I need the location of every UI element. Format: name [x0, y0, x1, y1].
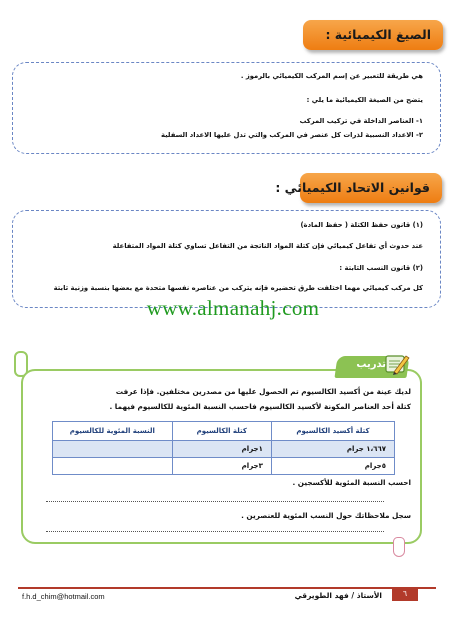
- table-cell: ٥جرام: [271, 458, 394, 475]
- section-header-chemical-formulas: [303, 20, 443, 50]
- table-cell: [53, 458, 173, 475]
- table-header-cell: كتلة أكسيد الكالسيوم: [271, 422, 394, 441]
- table-header-cell: كتلة الكالسيوم: [172, 422, 271, 441]
- law-2-text: كل مركب كيميائي مهما اختلفت طرق تحضيره فإنه يتركب من عناصره نفسها متحدة مع بعضها بنسبة وزنية ثابتة: [53, 284, 423, 292]
- question-1: احسب النسبة المئوية للأكسجين .: [292, 478, 411, 487]
- law-1-title: (١) قانون حفظ الكتلة ( حفظ المادة): [300, 221, 423, 229]
- training-bottom-tab: [393, 537, 405, 557]
- training-badge-label: تدريب: [356, 359, 386, 370]
- section-title: الصيغ الكيميائية :: [325, 27, 431, 42]
- question-2: سجل ملاحظاتك حول النسب المئوية للعنصرين .: [241, 511, 411, 520]
- point-2-text: ٢- الاعداد النسبية لذرات كل عنصر في المركب والتي تدل عليها الاعداد السفلية: [161, 131, 423, 139]
- section-title: قوانين الاتحاد الكيميائي :: [275, 180, 430, 195]
- table-row: [53, 458, 395, 475]
- law-1-text: عند حدوث أي تفاعل كيميائي فإن كتلة المواد الناتجة من التفاعل تساوي كتلة المواد المتفاعلة: [112, 242, 423, 250]
- calcium-data-table: [52, 421, 395, 475]
- footer-author: الأستاذ / فهد الطويرقي: [294, 591, 382, 600]
- definition-text: هي طريقة للتعبير عن إسم المركب الكيميائي بالرموز .: [240, 72, 423, 80]
- table-header-cell: النسبة المئوية للكالسيوم: [53, 422, 173, 441]
- table-cell: [53, 441, 173, 458]
- watermark: www.almanahj.com: [146, 296, 320, 320]
- table-header-row: [53, 422, 395, 441]
- page-number: ٦: [392, 588, 418, 601]
- table-cell: ٣جرام: [172, 458, 271, 475]
- pencil-icon: [384, 352, 410, 376]
- answer-line: [46, 531, 384, 532]
- answer-line: [46, 501, 384, 502]
- point-1-text: ١- العناصر الداخلة في تركيب المركب: [299, 117, 423, 125]
- footer-divider: [18, 587, 436, 589]
- footer-email: f.h.d_chim@hotmail.com: [22, 592, 105, 601]
- section-header-combination-laws: [275, 173, 442, 203]
- law-2-title: (٢) قانون النسب الثابتة :: [339, 264, 423, 272]
- training-line-1: لديك عينة من أكسيد الكالسيوم تم الحصول عليها من مصدرين مختلفين. فإذا عرفت: [115, 387, 411, 396]
- intro-text: يتضح من الصيغة الكيميائية ما يلي :: [306, 96, 423, 104]
- table-cell: ١،٦٦٧ جرام: [271, 441, 394, 458]
- table-row: [53, 441, 395, 458]
- table-cell: ١جرام: [172, 441, 271, 458]
- training-line-2: كتلة أحد العناصر المكونة لأكسيد الكالسيوم فاحسب النسبة المئوية للكالسيوم فيهما .: [109, 402, 411, 411]
